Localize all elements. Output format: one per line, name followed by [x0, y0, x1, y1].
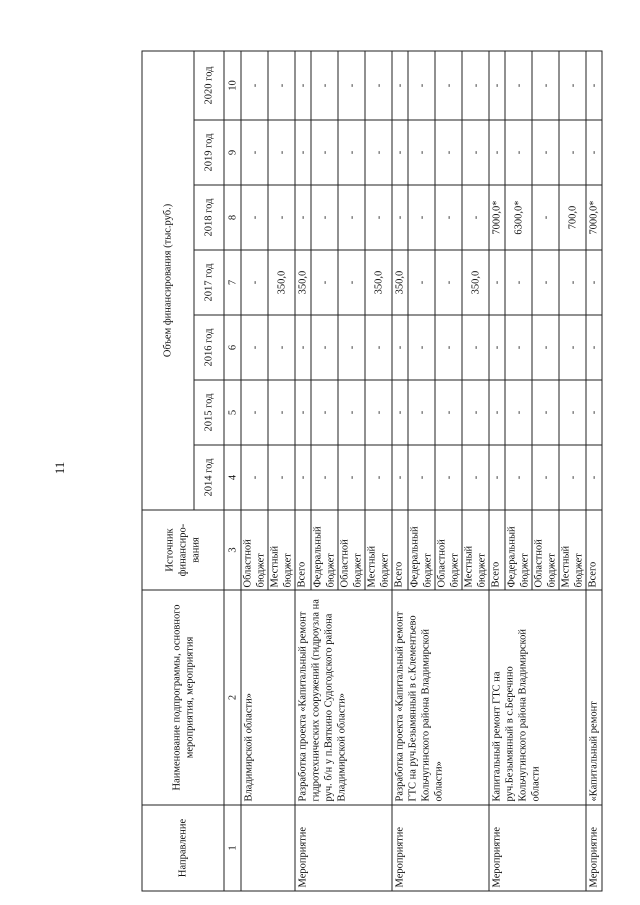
direction-cell	[241, 805, 295, 891]
funding-value-cell: -	[311, 445, 338, 510]
funding-value-cell: 350,0	[295, 250, 311, 315]
funding-value-cell: 6300,0*	[505, 185, 532, 250]
column-number: 9	[224, 120, 241, 185]
funding-value-cell: -	[241, 315, 268, 380]
page-number: 11	[52, 461, 67, 475]
activity-name-cell: Разработка проекта «Капитальный ремонт гидротехнических сооружений (гидроузла на руч. б/н у п.Вяткино Судогодского района Владимирской области»	[295, 590, 392, 805]
funding-value-cell: -	[435, 51, 462, 120]
funding-source-cell: Федеральный бюджет	[505, 510, 532, 590]
funding-value-cell: -	[268, 51, 295, 120]
funding-source-cell: Местный бюджет	[559, 510, 586, 590]
funding-value-cell: 350,0	[365, 250, 392, 315]
funding-value-cell: -	[365, 120, 392, 185]
funding-value-cell: -	[392, 120, 408, 185]
table-row	[295, 51, 311, 891]
funding-value-cell: -	[408, 380, 435, 445]
funding-value-cell: -	[268, 445, 295, 510]
funding-value-cell: -	[338, 120, 365, 185]
funding-value-cell: -	[295, 51, 311, 120]
funding-value-cell: -	[241, 445, 268, 510]
funding-source-cell: Федеральный бюджет	[311, 510, 338, 590]
funding-value-cell: -	[365, 315, 392, 380]
funding-value-cell: 7000,0*	[586, 185, 602, 250]
funding-value-cell: -	[489, 445, 505, 510]
funding-value-cell: -	[392, 185, 408, 250]
funding-value-cell: -	[505, 445, 532, 510]
column-number: 8	[224, 185, 241, 250]
funding-value-cell: -	[462, 445, 489, 510]
table-row	[586, 51, 602, 891]
funding-value-cell: -	[559, 250, 586, 315]
funding-source-cell: Областной бюджет	[241, 510, 268, 590]
column-number: 2	[224, 590, 241, 805]
funding-value-cell: -	[559, 445, 586, 510]
column-number: 5	[224, 380, 241, 445]
funding-value-cell: -	[365, 51, 392, 120]
direction-cell: Мероприятие	[392, 805, 489, 891]
funding-value-cell: -	[532, 250, 559, 315]
funding-value-cell: -	[505, 250, 532, 315]
funding-value-cell: -	[505, 380, 532, 445]
funding-value-cell: -	[559, 380, 586, 445]
funding-value-cell: -	[435, 380, 462, 445]
funding-value-cell: -	[295, 445, 311, 510]
table-body	[241, 51, 602, 891]
funding-value-cell: -	[532, 445, 559, 510]
funding-value-cell: -	[408, 315, 435, 380]
funding-value-cell: -	[489, 250, 505, 315]
column-number: 10	[224, 51, 241, 120]
funding-value-cell: -	[586, 51, 602, 120]
funding-value-cell: -	[532, 315, 559, 380]
funding-source-cell: Федеральный бюджет	[408, 510, 435, 590]
funding-value-cell: -	[338, 315, 365, 380]
funding-value-cell: -	[435, 315, 462, 380]
funding-value-cell: -	[435, 120, 462, 185]
header-funding: Объем финансирования (тыс.руб.)	[142, 51, 194, 510]
header-source: Источник финансиро-вания	[142, 510, 224, 590]
funding-value-cell: -	[586, 445, 602, 510]
funding-value-cell: -	[532, 120, 559, 185]
column-number: 3	[224, 510, 241, 590]
funding-value-cell: -	[586, 120, 602, 185]
funding-value-cell: -	[241, 51, 268, 120]
header-year: 2018 год	[194, 185, 224, 250]
funding-source-cell: Областной бюджет	[435, 510, 462, 590]
funding-value-cell: -	[338, 380, 365, 445]
funding-value-cell: -	[489, 315, 505, 380]
funding-value-cell: -	[295, 120, 311, 185]
funding-value-cell: -	[311, 185, 338, 250]
funding-value-cell: 700,0	[559, 185, 586, 250]
funding-value-cell: -	[365, 445, 392, 510]
funding-value-cell: -	[295, 380, 311, 445]
funding-value-cell: 7000,0*	[489, 185, 505, 250]
funding-value-cell: -	[505, 120, 532, 185]
funding-value-cell: -	[241, 120, 268, 185]
header-year: 2015 год	[194, 380, 224, 445]
activity-name-cell: «Капитальный ремонт	[586, 590, 602, 805]
funding-value-cell: -	[311, 51, 338, 120]
funding-source-cell: Всего	[586, 510, 602, 590]
funding-value-cell: -	[408, 185, 435, 250]
funding-value-cell: 350,0	[268, 250, 295, 315]
table-row	[392, 51, 408, 891]
funding-value-cell: -	[408, 120, 435, 185]
funding-source-cell: Местный бюджет	[365, 510, 392, 590]
funding-source-cell: Всего	[489, 510, 505, 590]
funding-value-cell: -	[392, 315, 408, 380]
column-number: 1	[224, 805, 241, 891]
funding-value-cell: -	[365, 185, 392, 250]
header-direction: Направление	[142, 805, 224, 891]
funding-value-cell: -	[338, 185, 365, 250]
funding-value-cell: -	[462, 185, 489, 250]
funding-source-cell: Областной бюджет	[532, 510, 559, 590]
funding-value-cell: -	[532, 185, 559, 250]
header-year: 2020 год	[194, 51, 224, 120]
funding-value-cell: -	[586, 315, 602, 380]
funding-source-cell: Областной бюджет	[338, 510, 365, 590]
activity-name-cell: Владимирской области»	[241, 590, 295, 805]
funding-value-cell: -	[295, 185, 311, 250]
table-row	[489, 51, 505, 891]
funding-value-cell: -	[559, 120, 586, 185]
funding-value-cell: -	[338, 445, 365, 510]
funding-value-cell: -	[462, 51, 489, 120]
column-number: 4	[224, 445, 241, 510]
table-row	[241, 51, 268, 891]
funding-value-cell: 350,0	[392, 250, 408, 315]
header-year: 2017 год	[194, 250, 224, 315]
funding-value-cell: -	[408, 51, 435, 120]
funding-source-cell: Местный бюджет	[462, 510, 489, 590]
funding-value-cell: -	[462, 380, 489, 445]
funding-value-cell: -	[392, 380, 408, 445]
funding-value-cell: -	[311, 315, 338, 380]
funding-value-cell: -	[392, 51, 408, 120]
funding-value-cell: -	[408, 250, 435, 315]
funding-value-cell: -	[365, 380, 392, 445]
funding-value-cell: -	[241, 250, 268, 315]
funding-source-cell: Всего	[295, 510, 311, 590]
activity-name-cell: Капитальный ремонт ГТС на руч.Безымянный в с.Беречино Кольчугинского района Владимирской области	[489, 590, 586, 805]
column-number: 6	[224, 315, 241, 380]
funding-value-cell: -	[311, 380, 338, 445]
column-number: 7	[224, 250, 241, 315]
funding-value-cell: -	[435, 445, 462, 510]
funding-value-cell: -	[268, 315, 295, 380]
header-name: Наименование подпрограммы, основного мероприятия, мероприятия	[142, 590, 224, 805]
direction-cell: Мероприятие	[295, 805, 392, 891]
direction-cell: Мероприятие	[489, 805, 586, 891]
funding-value-cell: -	[462, 315, 489, 380]
funding-value-cell: 350,0	[462, 250, 489, 315]
rotated-table-wrapper	[142, 52, 637, 892]
funding-value-cell: -	[586, 380, 602, 445]
funding-value-cell: -	[505, 315, 532, 380]
funding-value-cell: -	[268, 120, 295, 185]
funding-value-cell: -	[311, 120, 338, 185]
funding-source-cell: Местный бюджет	[268, 510, 295, 590]
funding-source-cell: Всего	[392, 510, 408, 590]
funding-value-cell: -	[435, 250, 462, 315]
funding-value-cell: -	[489, 51, 505, 120]
header-year: 2016 год	[194, 315, 224, 380]
funding-value-cell: -	[559, 315, 586, 380]
funding-value-cell: -	[532, 380, 559, 445]
funding-value-cell: -	[586, 250, 602, 315]
direction-cell: Мероприятие	[586, 805, 602, 891]
header-year: 2019 год	[194, 120, 224, 185]
funding-value-cell: -	[268, 185, 295, 250]
funding-value-cell: -	[489, 380, 505, 445]
funding-value-cell: -	[295, 315, 311, 380]
funding-value-cell: -	[338, 51, 365, 120]
funding-value-cell: -	[505, 51, 532, 120]
funding-value-cell: -	[489, 120, 505, 185]
funding-value-cell: -	[241, 185, 268, 250]
funding-value-cell: -	[435, 185, 462, 250]
funding-value-cell: -	[241, 380, 268, 445]
funding-value-cell: -	[559, 51, 586, 120]
funding-table	[142, 50, 603, 891]
funding-value-cell: -	[408, 445, 435, 510]
funding-value-cell: -	[311, 250, 338, 315]
activity-name-cell: Разработка проекта «Капитальный ремонт ГТС на руч.Безымянный в с.Клементьево Кольчугинского района Владимирской области»	[392, 590, 489, 805]
funding-value-cell: -	[268, 380, 295, 445]
header-year: 2014 год	[194, 445, 224, 510]
funding-value-cell: -	[392, 445, 408, 510]
funding-value-cell: -	[532, 51, 559, 120]
funding-value-cell: -	[338, 250, 365, 315]
funding-value-cell: -	[462, 120, 489, 185]
